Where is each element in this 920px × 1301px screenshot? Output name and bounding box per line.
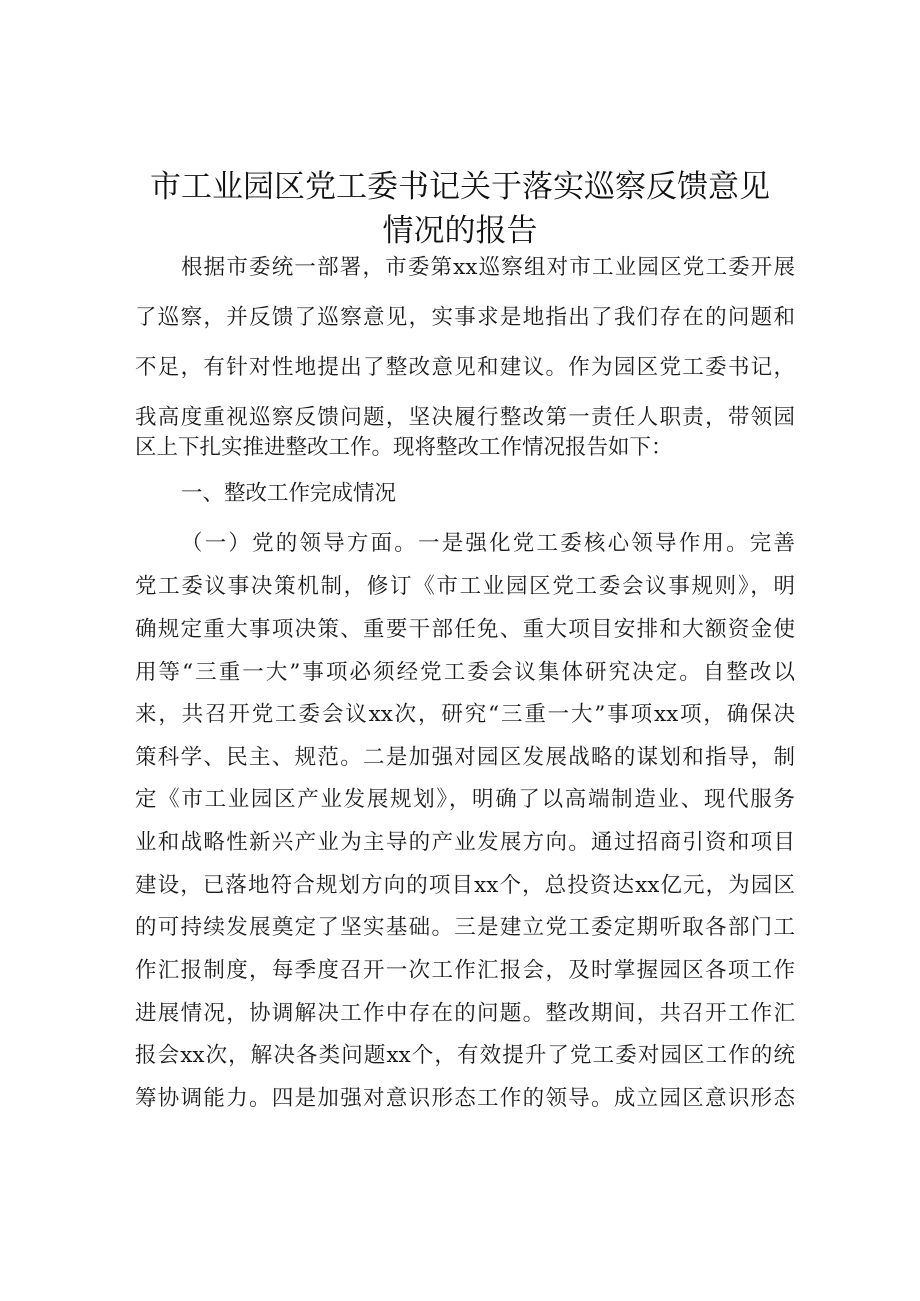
body-line: 报会xx次，解决各类问题xx个，有效提升了党工委对园区工作的统 — [135, 1043, 795, 1068]
body-line: 的可持续发展奠定了坚实基础。三是建立党工委定期听取各部门工 — [135, 915, 795, 940]
document-title-line-2: 情况的报告 — [382, 213, 538, 249]
intro-line: 了巡察，并反馈了巡察意见，实事求是地指出了我们存在的问题和 — [135, 305, 795, 330]
body-line: 用等“三重一大”事项必须经党工委会议集体研究决定。自整改以 — [135, 660, 795, 685]
body-line: 策科学、民主、规范。二是加强对园区发展战略的谋划和指导，制 — [135, 745, 795, 770]
intro-line: 我高度重视巡察反馈问题，坚决履行整改第一责任人职责，带领园 — [135, 405, 795, 430]
body-line: 定《市工业园区产业发展规划》，明确了以高端制造业、现代服务 — [135, 787, 795, 812]
body-line: 业和战略性新兴产业为主导的产业发展方向。通过招商引资和项目 — [135, 830, 795, 855]
body-line: 党工委议事决策机制，修订《市工业园区党工委会议事规则》，明 — [135, 574, 795, 599]
body-line: 确规定重大事项决策、重要干部任免、重大项目安排和大额资金使 — [135, 617, 795, 642]
body-line: 建设，已落地符合规划方向的项目xx个，总投资达xx亿元，为园区 — [135, 873, 795, 898]
body-line: 进展情况，协调解决工作中存在的问题。整改期间，共召开工作汇 — [135, 1001, 795, 1026]
body-line: （一）党的领导方面。一是强化党工委核心领导作用。完善 — [181, 531, 795, 556]
intro-line: 根据市委统一部署，市委第xx巡察组对市工业园区党工委开展 — [181, 255, 795, 280]
body-line: 筹协调能力。四是加强对意识形态工作的领导。成立园区意识形态 — [135, 1086, 795, 1111]
intro-line: 不足，有针对性地提出了整改意见和建议。作为园区党工委书记， — [135, 355, 795, 380]
body-line: 作汇报制度，每季度召开一次工作汇报会，及时掌握园区各项工作 — [135, 958, 795, 983]
section-heading: 一、整改工作完成情况 — [181, 481, 397, 506]
body-line: 来，共召开党工委会议xx次，研究“三重一大”事项xx项，确保决 — [135, 702, 795, 727]
document-title-line-1: 市工业园区党工委书记关于落实巡察反馈意见 — [150, 169, 770, 205]
intro-line: 区上下扎实推进整改工作。现将整改工作情况报告如下： — [135, 435, 673, 460]
